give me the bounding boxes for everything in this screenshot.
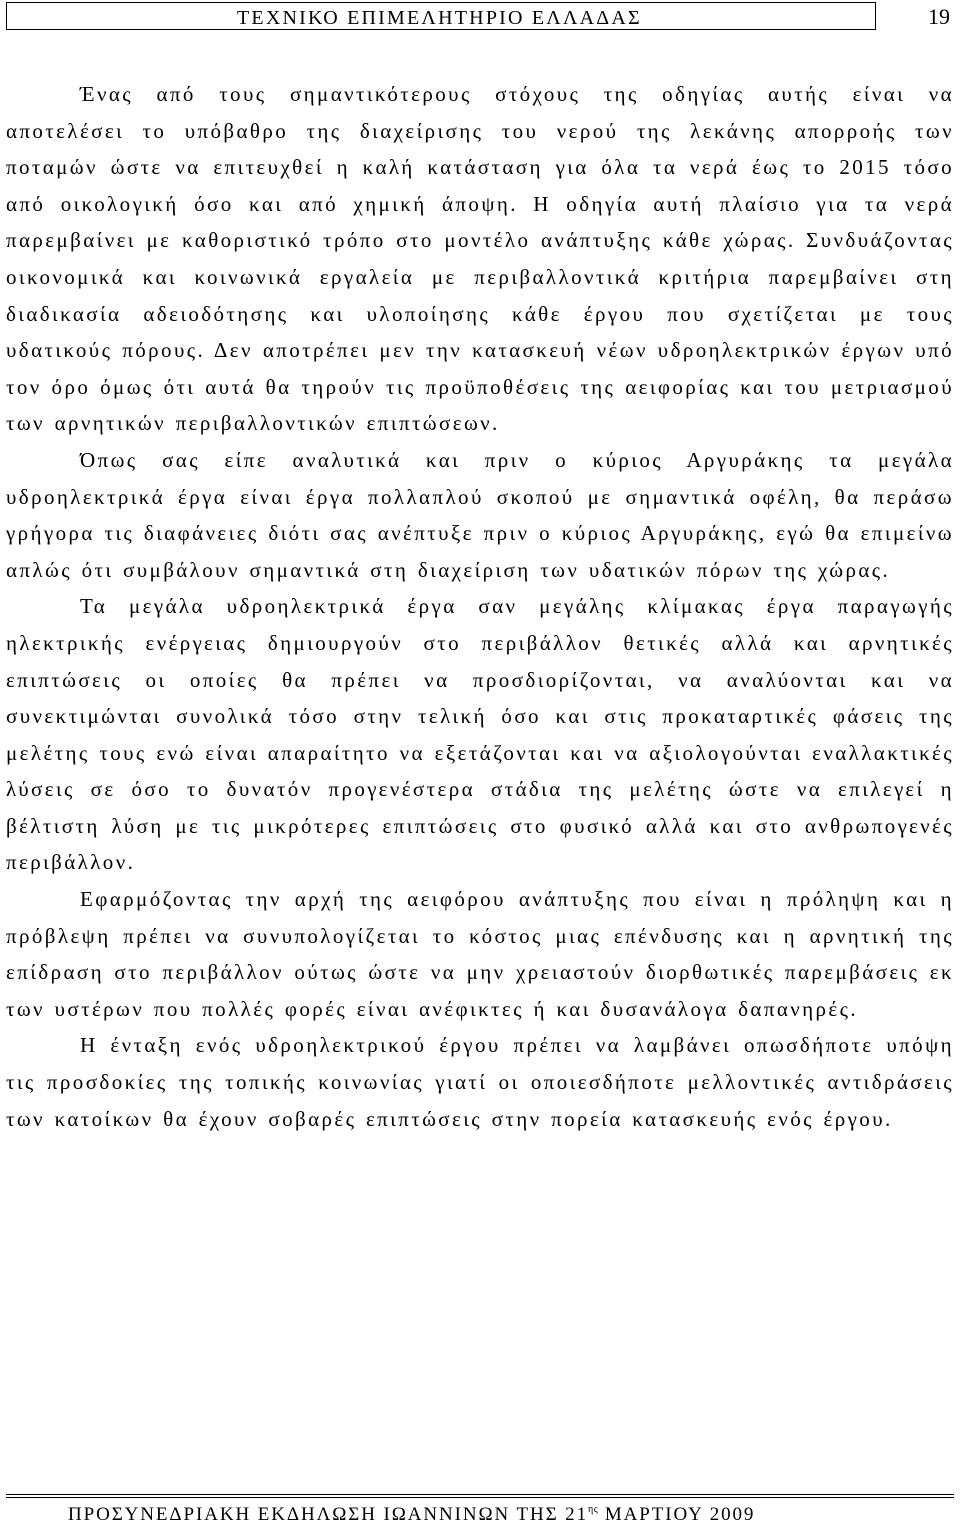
paragraph: Εφαρμόζοντας την αρχή της αειφόρου ανάπτυξης που είναι η πρόληψη και η πρόβλεψη πρέπει να συνυπολογίζεται το κόστος μιας επένδυσης και η αρνητική της επίδραση στο περιβάλλον ούτως ώστε να μην χρειαστούν διορθωτικές παρεμβάσεις εκ των υστέρων που πολλές φορές είναι ανέφικτες ή και δυσανάλογα δαπανηρές. xyxy=(6,887,954,1021)
paragraph: Η ένταξη ενός υδροηλεκτρικού έργου πρέπει να λαμβάνει οπωσδήποτε υπόψη τις προσδοκίες της τοπικής κοινωνίας γιατί οι οποιεσδήποτε μελλοντικές αντιδράσεις των κατοίκων θα έχουν σοβαρές επιπτώσεις στην πορεία κατασκευής ενός έργου. xyxy=(6,1033,954,1131)
footer-text-main: ΠΡΟΣΥΝΕΔΡΙΑΚΗ ΕΚΔΗΛΩΣΗ ΙΩΑΝΝΙΝΩΝ ΤΗΣ 21 xyxy=(68,1504,588,1525)
footer-text-date: ΜΑΡΤΙΟΥ 2009 xyxy=(598,1504,756,1525)
paragraph: Όπως σας είπε αναλυτικά και πριν ο κύριος Αργυράκης τα μεγάλα υδροηλεκτρικά έργα είναι έργα πολλαπλού σκοπού με σημαντικά οφέλη, θα περάσω γρήγορα τις διαφάνειες διότι σας ανέπτυξε πριν ο κύριος Αργυράκης, εγώ θα επιμείνω απλώς ότι συμβάλουν σημαντικά στη διαχείριση των υδατικών πόρων της χώρας. xyxy=(6,447,954,582)
footer-ordinal-superscript: ης xyxy=(587,1504,599,1515)
footer-rule xyxy=(6,1494,954,1495)
paragraph: Τα μεγάλα υδροηλεκτρικά έργα σαν μεγάλης κλίμακας έργα παραγωγής ηλεκτρικής ενέργειας δημιουργούν στο περιβάλλον θετικές αλλά και αρνητικές επιπτώσεις οι οποίες θα πρέπει να προσδιορίζονται, να αναλύονται και να συνεκτιμώνται συνολικά τόσο στην τελική όσο και στις προκαταρτικές φάσεις της μελέτης τους ενώ είναι απαραίτητο να εξετάζονται και να αξιολογούνται εναλλακτικές λύσεις σε όσο το δυνατόν προγενέστερα στάδια της μελέτης ώστε να επιλεγεί η βέλτιστη λύση με τις μικρότερες επιπτώσεις στο φυσικό αλλά και στο ανθρωπογενές περιβάλλον. xyxy=(6,594,954,875)
header-title-box xyxy=(6,2,876,30)
body-text xyxy=(6,76,954,1137)
page-footer xyxy=(6,1494,954,1537)
page-number: 19 xyxy=(928,4,950,29)
footer-text xyxy=(68,1504,755,1526)
footer-rule xyxy=(6,1497,954,1498)
page-header xyxy=(6,0,958,34)
header-title: ΤΕΧΝΙΚΟ ΕΠΙΜΕΛΗΤΗΡΙΟ ΕΛΛΑΔΑΣ xyxy=(237,7,642,29)
paragraph: Ένας από τους σημαντικότερους στόχους της οδηγίας αυτής είναι να αποτελέσει το υπόβαθρο της διαχείρισης του νερού της λεκάνης απορροής των ποταμών ώστε να επιτευχθεί η καλή κατάσταση για όλα τα νερά έως το 2015 τόσο από οικολογική όσο και από χημική άποψη. Η οδηγία αυτή πλαίσιο για τα νερά παρεμβαίνει με καθοριστικό τρόπο στο μοντέλο ανάπτυξης κάθε χώρας. Συνδυάζοντας οικονομικά και κοινωνικά εργαλεία με περιβαλλοντικά κριτήρια παρεμβαίνει στη διαδικασία αδειοδότησης και υλοποίησης κάθε έργου που σχετίζεται με τους υδατικούς πόρους. Δεν αποτρέπει μεν την κατασκευή νέων υδροηλεκτρικών έργων υπό τον όρο όμως ότι αυτά θα τηρούν τις προϋποθέσεις της αειφορίας και του μετριασμού των αρνητικών περιβαλλοντικών επιπτώσεων. xyxy=(6,82,954,436)
